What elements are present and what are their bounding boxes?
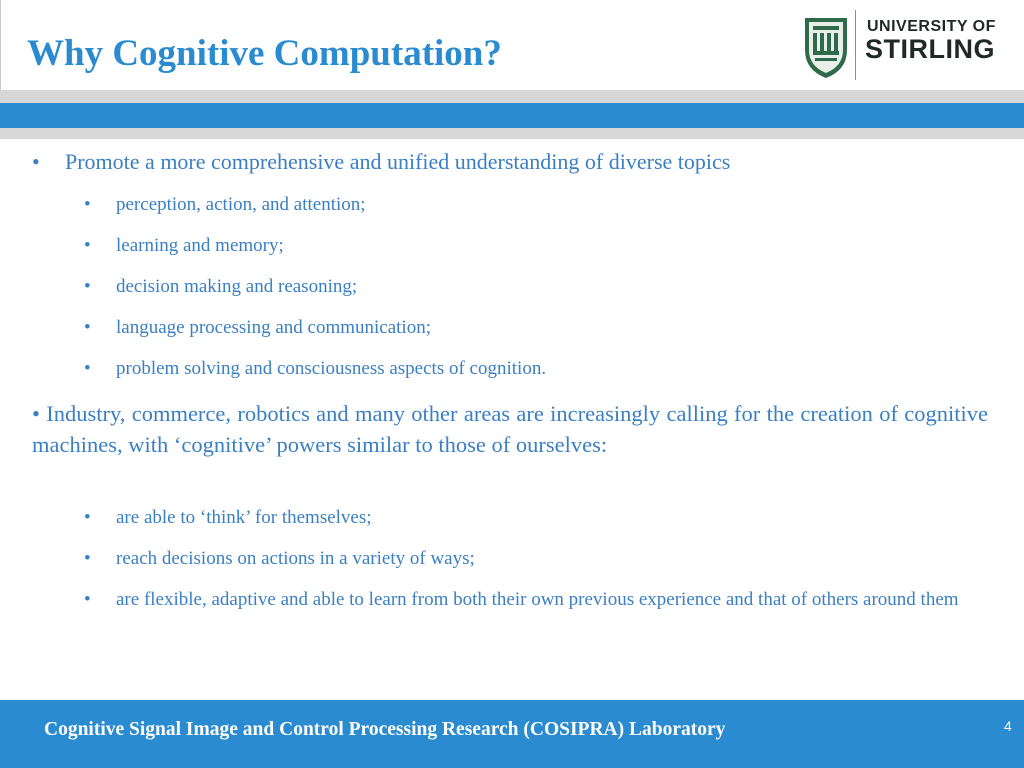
footer-lab-name: Cognitive Signal Image and Control Processing Research (COSIPRA) Laboratory [44, 719, 726, 740]
bullet-dot-icon: • [32, 401, 40, 426]
sub-bullet-text: learning and memory; [116, 235, 284, 256]
sub-bullet [84, 507, 372, 529]
bullet-main-2-text: Industry, commerce, robotics and many other areas are increasingly calling for the creation of cognitive machines, with ‘cognitive’ powers similar to those of ourselves: [32, 401, 988, 457]
sub-bullet-text: language processing and communication; [116, 317, 431, 338]
sub-bullet-text: are able to ‘think’ for themselves; [116, 507, 372, 528]
bullet-dot-icon: • [84, 548, 91, 569]
bullet-dot-icon: • [32, 149, 40, 174]
bullet-dot-icon: • [84, 317, 91, 338]
sub-bullet [84, 276, 357, 298]
sub-bullet-text: problem solving and consciousness aspects of cognition. [116, 358, 547, 379]
footer-bar [0, 700, 1024, 768]
bullet-dot-icon: • [84, 194, 91, 215]
bullet-main-1-text: Promote a more comprehensive and unified understanding of diverse topics [65, 149, 731, 174]
bullet-dot-icon: • [84, 507, 91, 528]
sub-bullet-text: perception, action, and attention; [116, 194, 366, 215]
sub-bullet [84, 586, 988, 613]
header-band-blue [0, 103, 1024, 128]
bullet-dot-icon: • [84, 276, 91, 297]
bullet-main-1 [32, 149, 730, 175]
sub-bullet [84, 194, 366, 216]
title-area [0, 0, 1024, 90]
sub-bullet [84, 235, 284, 257]
bullet-dot-icon: • [84, 589, 91, 610]
sub-bullet-text: are flexible, adaptive and able to learn from both their own previous experience and that of others around them [116, 589, 959, 610]
sub-bullet [84, 317, 431, 339]
bullet-main-2 [32, 398, 988, 460]
logo-text-stirling: STIRLING [865, 34, 995, 64]
sub-bullet-text: reach decisions on actions in a variety of ways; [116, 548, 475, 569]
sub-bullet [84, 548, 475, 570]
header-band-grey-top [0, 90, 1024, 103]
bullet-dot-icon: • [84, 358, 91, 379]
page-number: 4 [1004, 718, 1012, 734]
slide-content [0, 139, 1024, 699]
sub-bullet [84, 358, 546, 380]
sub-bullet-text: decision making and reasoning; [116, 276, 358, 297]
logo-text-university-of: UNIVERSITY OF [867, 18, 996, 35]
header-band-grey-bottom [0, 128, 1024, 139]
logo-divider [855, 10, 856, 80]
slide-title: Why Cognitive Computation? [27, 33, 502, 74]
bullet-dot-icon: • [84, 235, 91, 256]
